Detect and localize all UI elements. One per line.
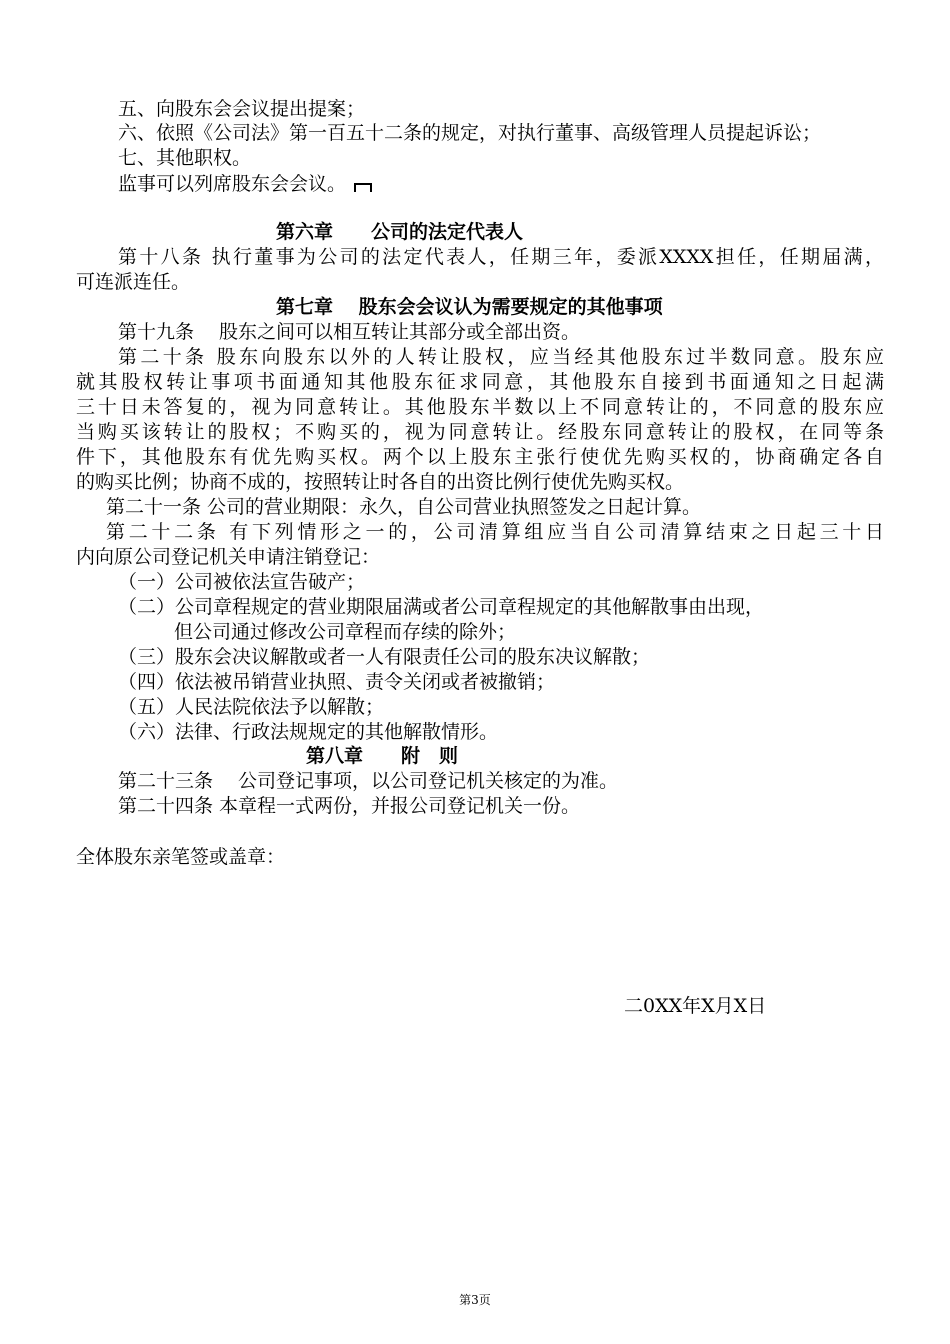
text-cursor-mark — [354, 183, 372, 192]
clause-6: 六、依照《公司法》第一百五十二条的规定，对执行董事、高级管理人员提起诉讼； — [118, 122, 822, 144]
clause-5: 五、向股东会会议提出提案； — [118, 98, 366, 120]
article-22-line-1: 第二十二条 有下列情形之一的，公司清算组应当自公司清算结束之日起三十日 — [106, 521, 884, 543]
article-20-line-5: 件下，其他股东有优先购买权。两个以上股东主张行使优先购买权的，协商确定各自 — [76, 446, 884, 468]
article-20-line-1: 第二十条 股东向股东以外的人转让股权，应当经其他股东过半数同意。股东应 — [118, 346, 884, 368]
supervisor-attend-line — [118, 172, 372, 196]
chapter-8-title: 第八章 附 则 — [306, 745, 459, 767]
article-20-line-4: 当购买该转让的股权；不购买的，视为同意转让。经股东同意转让的股权，在同等条 — [76, 421, 884, 443]
article-23: 第二十三条 公司登记事项，以公司登记机关核定的为准。 — [118, 770, 619, 792]
dissolution-item-5: （五）人民法院依法予以解散； — [118, 696, 385, 718]
dissolution-item-1: （一）公司被依法宣告破产； — [118, 571, 366, 593]
article-18-line-2: 可连派连任。 — [76, 271, 191, 293]
article-21: 第二十一条 公司的营业期限：永久，自公司营业执照签发之日起计算。 — [106, 496, 702, 518]
supervisor-attend-text: 监事可以列席股东会会议。 — [118, 173, 347, 195]
article-20-line-6: 的购买比例；协商不成的，按照转让时各自的出资比例行使优先购买权。 — [76, 471, 685, 493]
dissolution-item-2: （二）公司章程规定的营业期限届满或者公司章程规定的其他解散事由出现， — [118, 596, 765, 618]
chapter-7-title: 第七章 股东会会议认为需要规定的其他事项 — [276, 296, 663, 318]
signing-date: 二0XX年X月X日 — [624, 995, 767, 1017]
article-19: 第十九条 股东之间可以相互转让其部分或全部出资。 — [118, 321, 581, 343]
dissolution-item-6: （六）法律、行政法规规定的其他解散情形。 — [118, 721, 499, 743]
article-24: 第二十四条 本章程一式两份，并报公司登记机关一份。 — [118, 795, 581, 817]
signature-label: 全体股东亲笔签或盖章： — [76, 846, 286, 868]
article-22-line-2: 内向原公司登记机关申请注销登记： — [76, 546, 381, 568]
article-20-line-2: 就其股权转让事项书面通知其他股东征求同意，其他股东自接到书面通知之日起满 — [76, 371, 884, 393]
article-18-line-1: 第十八条 执行董事为公司的法定代表人，任期三年，委派XXXX担任，任期届满， — [118, 246, 884, 268]
chapter-6-title: 第六章 公司的法定代表人 — [276, 221, 524, 243]
article-20-line-3: 三十日未答复的，视为同意转让。其他股东半数以上不同意转让的，不同意的股东应 — [76, 396, 884, 418]
dissolution-item-2-cont: 但公司通过修改公司章程而存续的除外； — [174, 621, 517, 643]
clause-7: 七、其他职权。 — [118, 147, 252, 169]
dissolution-item-4: （四）依法被吊销营业执照、责令关闭或者被撤销； — [118, 671, 556, 693]
page-number: 第3页 — [459, 1293, 491, 1307]
dissolution-item-3: （三）股东会决议解散或者一人有限责任公司的股东决议解散； — [118, 646, 651, 668]
